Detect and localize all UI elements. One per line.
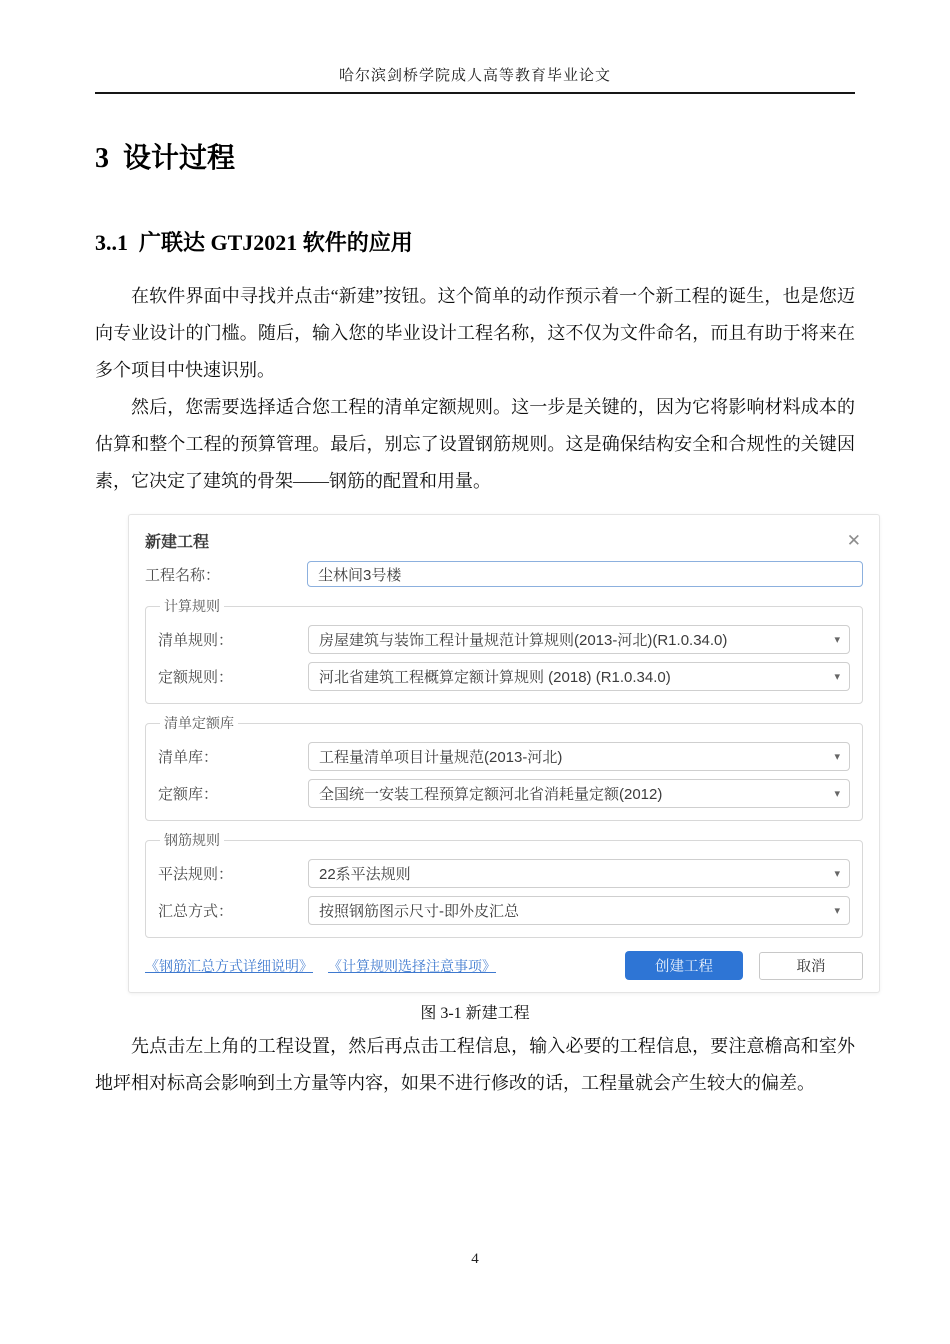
quota-lib-label: 定额库： [158, 786, 219, 803]
section-heading: 3..1 广联达 GTJ2021 软件的应用 [95, 230, 413, 255]
chevron-down-icon: ▾ [834, 671, 840, 683]
quota-rule-dropdown[interactable] [308, 662, 850, 691]
group-rebar-rules [145, 830, 863, 938]
page-number: 4 [471, 1251, 479, 1267]
chevron-down-icon: ▾ [834, 788, 840, 800]
chevron-down-icon: ▾ [834, 868, 840, 880]
dropdown-value: 全国统一安装工程预算定额河北省消耗量定额(2012) [319, 786, 663, 803]
running-header: 哈尔滨剑桥学院成人高等教育毕业论文 [338, 68, 611, 84]
field-row [158, 896, 850, 925]
chevron-down-icon: ▾ [834, 634, 840, 646]
close-icon[interactable]: ✕ [846, 530, 861, 550]
chevron-down-icon: ▾ [834, 751, 840, 763]
project-name-row [145, 561, 863, 587]
group-list-quota-lib [145, 713, 863, 821]
summary-mode-label: 汇总方式： [158, 903, 234, 920]
chapter-heading: 3 设计过程 [95, 143, 236, 174]
group-rebar-rules-legend: 钢筋规则 [164, 832, 220, 848]
paragraph-2: 然后，您需要选择适合您工程的清单定额规则。这一步是关键的，因为它将影响材料成本的估算和整个工程的预算管理。最后，别忘了设置钢筋规则。这是确保结构安全和合规性的关键因素，它决定了建筑的骨架——钢筋的配置和用量。 [95, 397, 855, 491]
dropdown-value: 河北省建筑工程概算定额计算规则 (2018) (R1.0.34.0) [319, 669, 671, 686]
dropdown-value: 按照钢筋图示尺寸-即外皮汇总 [319, 903, 519, 920]
paragraph-1: 在软件界面中寻找并点击“新建”按钮。这个简单的动作预示着一个新工程的诞生，也是您迈向专业设计的门槛。随后，输入您的毕业设计工程名称，这不仅为文件命名，而且有助于将来在多个项目中快速识别。 [95, 286, 855, 380]
pingfa-rule-dropdown[interactable] [308, 859, 850, 888]
field-row [158, 662, 850, 691]
chevron-down-icon: ▾ [834, 905, 840, 917]
dialog-titlebar [145, 527, 863, 553]
list-lib-label: 清单库： [158, 749, 219, 766]
create-project-button[interactable]: 创建工程 [625, 951, 743, 980]
group-calc-rules-legend: 计算规则 [164, 598, 220, 614]
dropdown-value: 工程量清单项目计量规范(2013-河北) [319, 749, 563, 766]
group-calc-rules [145, 596, 863, 704]
field-row [158, 779, 850, 808]
calc-rule-notes-link[interactable]: 《计算规则选择注意事项》 [328, 957, 496, 974]
summary-mode-dropdown[interactable] [308, 896, 850, 925]
dropdown-value: 22系平法规则 [319, 866, 411, 883]
cancel-button[interactable]: 取消 [759, 952, 863, 980]
quota-lib-dropdown[interactable] [308, 779, 850, 808]
list-rule-label: 清单规则： [158, 632, 234, 649]
paragraph-3: 先点击左上角的工程设置，然后再点击工程信息，输入必要的工程信息，要注意檐高和室外地坪相对标高会影响到土方量等内容，如果不进行修改的话，工程量就会产生较大的偏差。 [95, 1036, 855, 1093]
quota-rule-label: 定额规则： [158, 669, 234, 686]
figure-screenshot [128, 514, 880, 993]
field-row [158, 742, 850, 771]
field-row [158, 625, 850, 654]
project-name-input[interactable] [307, 561, 863, 587]
rebar-summary-help-link[interactable]: 《钢筋汇总方式详细说明》 [145, 957, 313, 974]
group-list-quota-lib-legend: 清单定额库 [164, 715, 234, 731]
header-rule [95, 92, 855, 94]
dropdown-value: 房屋建筑与装饰工程计量规范计算规则(2013-河北)(R1.0.34.0) [319, 632, 728, 649]
pingfa-rule-label: 平法规则： [158, 866, 234, 883]
figure-caption: 图 3-1 新建工程 [420, 1005, 530, 1022]
dialog-footer [145, 951, 863, 982]
list-rule-dropdown[interactable] [308, 625, 850, 654]
dialog-title: 新建工程 [145, 533, 210, 551]
list-lib-dropdown[interactable] [308, 742, 850, 771]
field-row [158, 859, 850, 888]
project-name-label: 工程名称： [145, 566, 221, 584]
